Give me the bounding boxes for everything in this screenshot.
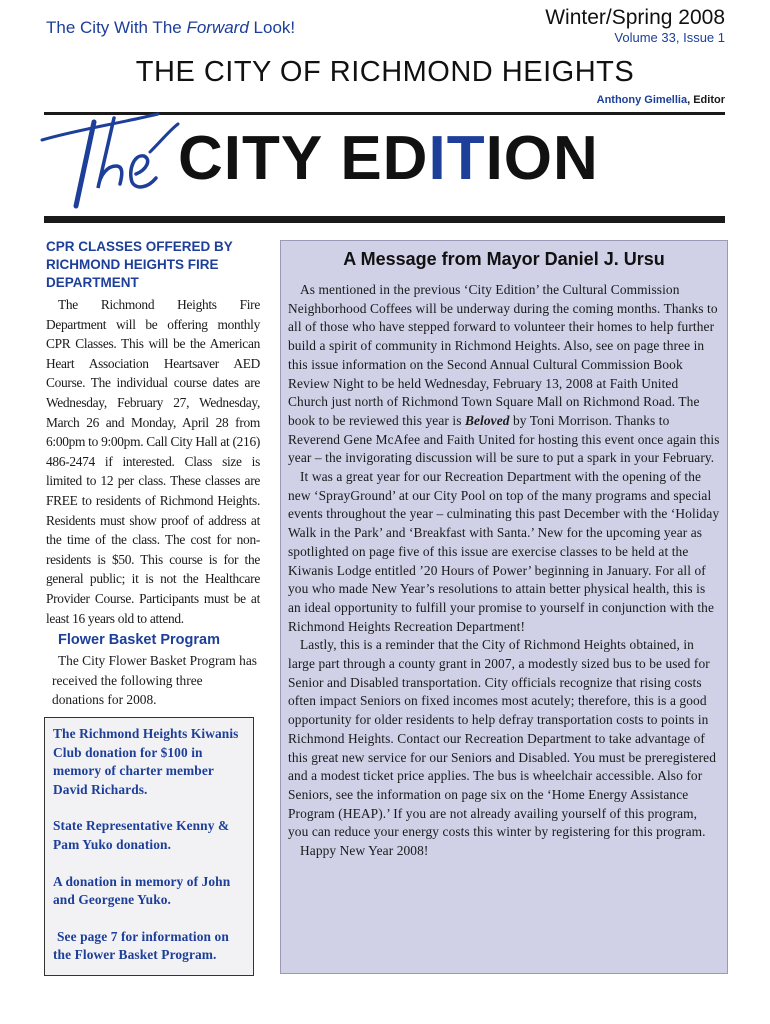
donation-item: A donation in memory of John and Georgene Yuko. <box>53 873 231 908</box>
message-paragraph: It was a great year for our Recreation Department with the opening of the new ‘SprayGround’ at our City Pool on top of the many programs and special events throughout the year – culminating this past December with the ‘Holiday Walk in the Park’ and ‘Breakfast with Santa.’ New for the upcoming year as spotlighted on page five of this issue are exercise classes to be held at the Kiwanis Lodge entitled ’20 Hours of Power’ beginning in January. For all of you who made New Year’s resolutions to attain better physical health, this is an ideal opportunity to fulfill your promise to yourself in conjunction with the Richmond Heights Recreation Department! <box>288 469 720 634</box>
donation-note: See page 7 for information on the Flower Basket Program. <box>53 928 229 963</box>
book-title: Beloved <box>464 412 510 428</box>
city-title: THE CITY OF RICHMOND HEIGHTS <box>135 56 635 88</box>
donation-item: State Representative Kenny & Pam Yuko donation. <box>53 818 230 852</box>
mayor-message-title: A Message from Mayor Daniel J. Ursu <box>343 249 665 269</box>
cpr-body: The Richmond Heights Fire Department will be offering monthly CPR Classes. This will be the American Heart Association Heartsaver AED Course. The individual course dates are Wednesday, February 27, Wednesday, March 26 and Monday, April 28 from 6:00pm to 9:00pm. Call City Hall at (216) 486-2474 if interested. Class size is limited to 12 per class. These classes are FREE to residents of Richmond Heights. Residents must show proof of address at the time of the class. The cost for non- residents is $50. This course is for the general public; it is not the Healthcare Provider Course. Participants must be at least 16 years old to attend. <box>46 297 260 626</box>
mayor-message-body <box>288 281 720 861</box>
masthead-rule-bottom <box>44 216 725 223</box>
cpr-heading: CPR CLASSES OFFERED BY RICHMOND HEIGHTS FIRE DEPARTMENT <box>46 239 233 290</box>
issue-season: Winter/Spring 2008 <box>545 6 725 29</box>
message-paragraph: As mentioned in the previous ‘City Edition’ the Cultural Commission Neighborhood Coffees will be underway during the coming months. Thanks to all of those who have stepped forward to volunteer their homes to help further build a spirit of community in Richmond Heights. Also, see on page three in this issue information on the Second Annual Cultural Commission Book Review Night to be held Wednesday, February 13, 2008 at Faith United Church just north of Richmond Town Square Mall on Richmond Road. The book to be reviewed this year is Beloved by Toni Morrison. Thanks to Reverend Gene McAfee and Faith United for hosting this event once again this year – the invigorating discussion will be sure to put a spark in your February. <box>288 282 720 466</box>
editor-credit <box>597 94 725 106</box>
the-script-logo <box>36 104 186 214</box>
donation-item: The Richmond Heights Kiwanis Club donation for $100 in memory of charter member David Richards. <box>53 726 239 797</box>
donations-box <box>44 717 254 976</box>
flower-basket-body: The City Flower Basket Program has received the following three donations for 2008. <box>52 653 257 708</box>
editor-name: Anthony Gimellia <box>596 94 688 106</box>
editor-role: , Editor <box>687 94 725 106</box>
tagline: The City With The Forward Look! <box>46 18 296 37</box>
flower-basket-heading: Flower Basket Program <box>58 632 220 648</box>
message-closing: Happy New Year 2008! <box>300 843 429 859</box>
masthead-title: CITY EDITION <box>178 124 599 193</box>
message-paragraph: Lastly, this is a reminder that the City of Richmond Heights obtained, in large part through a county grant in 2007, a modestly sized bus to be used for Senior and Disabled transportation. City officials recognize that rising costs often impact Seniors on fixed incomes most acutely; therefore, this is a good opportunity for older residents to help defray transportation costs to points in Richmond Heights. Contact our Recreation Department to take advantage of this great new service for our Seniors and Disabled. You must be preregistered and a modest ticket price applies. The bus is wheelchair accessible. Also for Seniors, see the information on page six on the ‘Home Energy Assistance Program (HEAP).’ If you are not already availing yourself of this program, you can reduce your energy costs this winter by registering for this program. <box>288 637 717 840</box>
tagline-forward: Forward <box>186 18 249 37</box>
issue-volume: Volume 33, Issue 1 <box>614 30 725 45</box>
